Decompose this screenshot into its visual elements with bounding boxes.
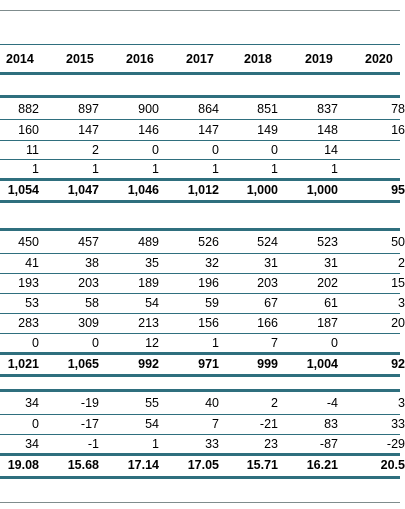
table-cell: 166 bbox=[257, 316, 278, 330]
total-cell: 1,021 bbox=[7, 357, 39, 371]
table-cell: 149 bbox=[257, 123, 278, 137]
table-cell: 203 bbox=[257, 276, 278, 290]
table-cell: 1 bbox=[152, 162, 159, 176]
total-cell: 1,000 bbox=[246, 183, 278, 197]
table-cell: 523 bbox=[317, 235, 338, 249]
table-cell: 147 bbox=[78, 123, 99, 137]
bottom-border bbox=[0, 502, 400, 503]
year-2015-header: 2015 bbox=[66, 52, 94, 66]
top-border bbox=[0, 10, 400, 11]
total-cell: 1,000 bbox=[306, 183, 338, 197]
total-row bbox=[0, 355, 405, 373]
total-cell: 19.08 bbox=[7, 458, 39, 472]
table-cell: 0 bbox=[152, 143, 159, 157]
table-row bbox=[0, 121, 405, 139]
table-row bbox=[0, 160, 400, 178]
total-bottom-rule bbox=[0, 374, 400, 377]
table-cell: 309 bbox=[78, 316, 99, 330]
table-cell: 1 bbox=[271, 162, 278, 176]
total-cell: 1,065 bbox=[67, 357, 99, 371]
table-cell: -87 bbox=[319, 437, 338, 451]
table-row bbox=[0, 334, 400, 352]
table-cell: 14 bbox=[324, 143, 338, 157]
total-cell: 17.14 bbox=[127, 458, 159, 472]
table-cell: 156 bbox=[198, 316, 219, 330]
total-cell: 16.21 bbox=[306, 458, 338, 472]
table-cell: -17 bbox=[80, 417, 99, 431]
table-cell: 450 bbox=[18, 235, 39, 249]
table-cell: 160 bbox=[18, 123, 39, 137]
table-cell: 67 bbox=[264, 296, 278, 310]
table-cell: 59 bbox=[205, 296, 219, 310]
table-cell: 23 bbox=[264, 437, 278, 451]
table-cell: 54 bbox=[145, 296, 159, 310]
table-cell: 58 bbox=[85, 296, 99, 310]
table-cell: 202 bbox=[317, 276, 338, 290]
table-cell: 2 bbox=[271, 396, 278, 410]
table-cell: -19 bbox=[80, 396, 99, 410]
table-cell: 20 bbox=[391, 316, 405, 330]
table-cell: 0 bbox=[32, 336, 39, 350]
table-cell: 11 bbox=[26, 143, 39, 157]
table-cell: 50 bbox=[391, 235, 405, 249]
total-bottom-rule bbox=[0, 476, 400, 479]
table-cell: -4 bbox=[326, 396, 338, 410]
table-cell: 837 bbox=[317, 102, 338, 116]
table-cell: 283 bbox=[18, 316, 39, 330]
table-cell: 1 bbox=[152, 437, 159, 451]
table-cell: 3 bbox=[398, 296, 405, 310]
table-row bbox=[0, 314, 405, 332]
table-cell: 7 bbox=[271, 336, 278, 350]
total-cell: 20.5 bbox=[380, 458, 405, 472]
table-cell: 213 bbox=[138, 316, 159, 330]
table-cell: 864 bbox=[198, 102, 219, 116]
table-cell: 53 bbox=[25, 296, 39, 310]
section2-top-rule bbox=[0, 228, 400, 231]
table-row bbox=[0, 435, 405, 453]
table-cell: 147 bbox=[198, 123, 219, 137]
year-2016-header: 2016 bbox=[126, 52, 154, 66]
table-row bbox=[0, 233, 405, 251]
table-cell: 196 bbox=[198, 276, 219, 290]
total-cell: 15.68 bbox=[67, 458, 99, 472]
table-cell: 61 bbox=[324, 296, 338, 310]
total-cell: 15.71 bbox=[246, 458, 278, 472]
table-cell bbox=[361, 334, 405, 352]
table-cell: 2 bbox=[398, 256, 405, 270]
total-row bbox=[0, 456, 405, 474]
table-cell: 1 bbox=[331, 162, 338, 176]
total-cell: 999 bbox=[257, 357, 278, 371]
table-cell: 1 bbox=[32, 162, 39, 176]
table-cell: 148 bbox=[317, 123, 338, 137]
table-cell: 7 bbox=[212, 417, 219, 431]
table-cell: 38 bbox=[85, 256, 99, 270]
table-cell: 33 bbox=[205, 437, 219, 451]
table-cell: 15 bbox=[391, 276, 405, 290]
table-cell: -21 bbox=[259, 417, 278, 431]
table-cell: 2 bbox=[92, 143, 99, 157]
table-cell: 31 bbox=[264, 256, 278, 270]
table-cell: 35 bbox=[145, 256, 159, 270]
total-cell: 95 bbox=[391, 183, 405, 197]
table-cell: 54 bbox=[145, 417, 159, 431]
year-2018-header: 2018 bbox=[244, 52, 272, 66]
table-cell: 55 bbox=[145, 396, 159, 410]
table-cell: 0 bbox=[331, 336, 338, 350]
year-2014-header: 2014 bbox=[6, 52, 34, 66]
table-cell: 1 bbox=[212, 162, 219, 176]
year-2017-header: 2017 bbox=[186, 52, 214, 66]
total-cell: 1,004 bbox=[306, 357, 338, 371]
table-cell: 34 bbox=[25, 437, 39, 451]
table-cell: 524 bbox=[257, 235, 278, 249]
table-cell: 457 bbox=[78, 235, 99, 249]
total-cell: 92 bbox=[391, 357, 405, 371]
table-row bbox=[0, 415, 405, 433]
total-cell: 992 bbox=[138, 357, 159, 371]
table-cell: 16 bbox=[391, 123, 405, 137]
table-cell: 83 bbox=[324, 417, 338, 431]
header-bottom-rule bbox=[0, 72, 400, 75]
table-cell: 40 bbox=[205, 396, 219, 410]
table-cell: 187 bbox=[317, 316, 338, 330]
table-cell: -1 bbox=[87, 437, 99, 451]
total-cell: 1,012 bbox=[187, 183, 219, 197]
table-row bbox=[0, 141, 400, 159]
table-cell: 41 bbox=[25, 256, 39, 270]
table-cell bbox=[361, 160, 405, 178]
table-cell: 1 bbox=[212, 336, 219, 350]
table-row bbox=[0, 394, 405, 412]
total-bottom-rule bbox=[0, 200, 400, 203]
table-cell: 489 bbox=[138, 235, 159, 249]
table-cell: 146 bbox=[138, 123, 159, 137]
table-row bbox=[0, 274, 405, 292]
table-cell bbox=[361, 141, 405, 159]
table-cell: 193 bbox=[18, 276, 39, 290]
table-row bbox=[0, 254, 405, 272]
table-cell: 189 bbox=[138, 276, 159, 290]
table-row bbox=[0, 100, 405, 118]
table-cell: 900 bbox=[138, 102, 159, 116]
table-cell: 0 bbox=[92, 336, 99, 350]
section1-top-rule bbox=[0, 95, 400, 98]
year-2019-header: 2019 bbox=[305, 52, 333, 66]
table-cell: 203 bbox=[78, 276, 99, 290]
total-cell: 971 bbox=[198, 357, 219, 371]
table-cell: 12 bbox=[145, 336, 159, 350]
table-cell: 3 bbox=[398, 396, 405, 410]
table-cell: -29 bbox=[386, 437, 405, 451]
total-cell: 1,046 bbox=[127, 183, 159, 197]
table-cell: 882 bbox=[18, 102, 39, 116]
table-cell: 0 bbox=[212, 143, 219, 157]
table-cell: 34 bbox=[25, 396, 39, 410]
table-row bbox=[0, 294, 405, 312]
total-cell: 1,054 bbox=[7, 183, 39, 197]
total-cell: 1,047 bbox=[67, 183, 99, 197]
section3-top-rule bbox=[0, 389, 400, 392]
header-top-rule bbox=[0, 44, 400, 45]
table-cell: 851 bbox=[257, 102, 278, 116]
table-cell: 1 bbox=[92, 162, 99, 176]
table-cell: 0 bbox=[32, 417, 39, 431]
year-header-row bbox=[0, 50, 400, 68]
total-row bbox=[0, 181, 405, 199]
row-divider bbox=[0, 119, 400, 120]
table-cell: 0 bbox=[271, 143, 278, 157]
year-2020-header: 2020 bbox=[365, 52, 393, 66]
table-cell: 33 bbox=[391, 417, 405, 431]
total-cell: 17.05 bbox=[187, 458, 219, 472]
table-cell: 32 bbox=[205, 256, 219, 270]
table-cell: 526 bbox=[198, 235, 219, 249]
table-cell: 78 bbox=[391, 102, 405, 116]
table-cell: 897 bbox=[78, 102, 99, 116]
table-cell: 31 bbox=[324, 256, 338, 270]
